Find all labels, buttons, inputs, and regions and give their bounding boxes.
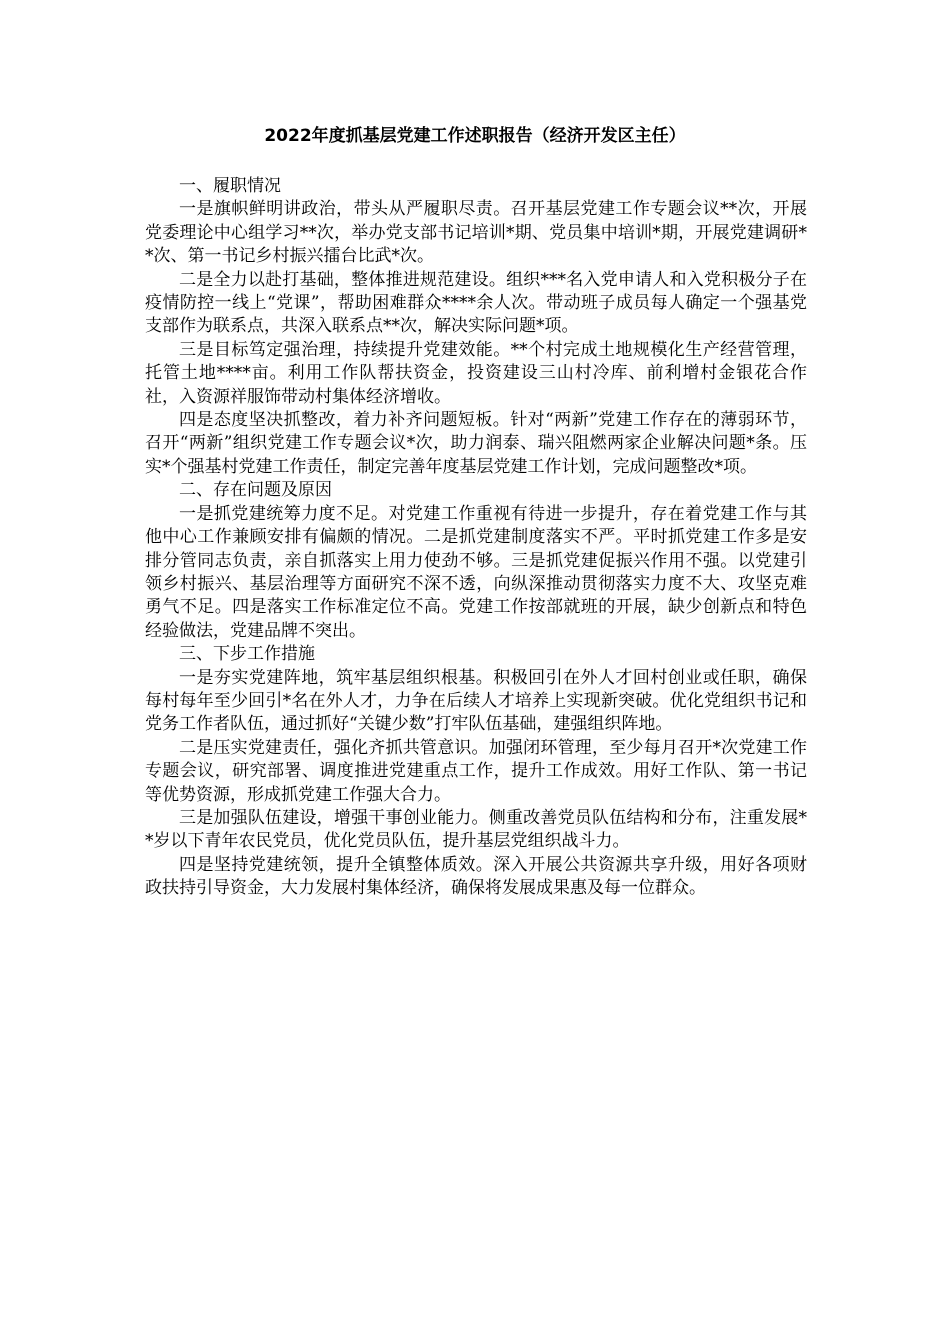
- section-heading: 三、下步工作措施: [179, 644, 315, 665]
- paragraph: 四是坚持党建统领，提升全镇整体质效。深入开展公共资源共享升级，用好各项财政扶持引导资金，大力发展村集体经济，确保将发展成果惠及每一位群众。: [145, 854, 807, 899]
- document-body: [145, 175, 807, 901]
- paragraph: 四是态度坚决抓整改，着力补齐问题短板。针对“两新”党建工作存在的薄弱环节，召开“两新”组织党建工作专题会议*次，助力润泰、瑞兴阻燃两家企业解决问题*条。压实*个强基村党建工作责任，制定完善年度基层党建工作计划，完成问题整改*项。: [145, 410, 807, 477]
- paragraph: 二是全力以赴打基础，整体推进规范建设。组织***名入党申请人和入党积极分子在疫情防控一线上“党课”，帮助困难群众****余人次。带动班子成员每人确定一个强基党支部作为联系点，共深入联系点**次，解决实际问题*项。: [145, 269, 807, 337]
- paragraph: 一是夯实党建阵地，筑牢基层组织根基。积极回引在外人才回村创业或任职，确保每村每年至少回引*名在外人才，力争在后续人才培养上实现新突破。优化党组织书记和党务工作者队伍，通过抓好“关键少数”打牢队伍基础，建强组织阵地。: [145, 667, 807, 735]
- paragraph: 二是压实党建责任，强化齐抓共管意识。加强闭环管理，至少每月召开*次党建工作专题会议，研究部署、调度推进党建重点工作，提升工作成效。用好工作队、第一书记等优势资源，形成抓党建工作强大合力。: [145, 737, 807, 805]
- paragraph: 一是旗帜鲜明讲政治，带头从严履职尽责。召开基层党建工作专题会议**次，开展党委理论中心组学习**次，举办党支部书记培训*期、党员集中培训*期，开展党建调研**次、第一书记乡村振兴擂台比武*次。: [145, 199, 807, 267]
- paragraph: 三是加强队伍建设，增强干事创业能力。侧重改善党员队伍结构和分布，注重发展**岁以下青年农民党员，优化党员队伍，提升基层党组织战斗力。: [145, 807, 807, 852]
- section-heading: 二、存在问题及原因: [179, 480, 332, 501]
- document-title: 2022年度抓基层党建工作述职报告（经济开发区主任）: [264, 126, 686, 146]
- paragraph: 三是目标笃定强治理，持续提升党建效能。**个村完成土地规模化生产经营管理，托管土地****亩。利用工作队帮扶资金，投资建设三山村冷库、前利增村金银花合作社，入资源祥服饰带动村集体经济增收。: [145, 339, 807, 407]
- section-heading: 一、履职情况: [179, 176, 281, 196]
- paragraph: 一是抓党建统筹力度不足。对党建工作重视有待进一步提升，存在着党建工作与其他中心工作兼顾安排有偏颇的情况。二是抓党建制度落实不严。平时抓党建工作多是安排分管同志负责，亲自抓落实上用力使劲不够。三是抓党建促振兴作用不强。以党建引领乡村振兴、基层治理等方面研究不深不透，向纵深推动贯彻落实力度不大、攻坚克难勇气不足。四是落实工作标准定位不高。党建工作按部就班的开展，缺少创新点和特色经验做法，党建品牌不突出。: [145, 503, 807, 641]
